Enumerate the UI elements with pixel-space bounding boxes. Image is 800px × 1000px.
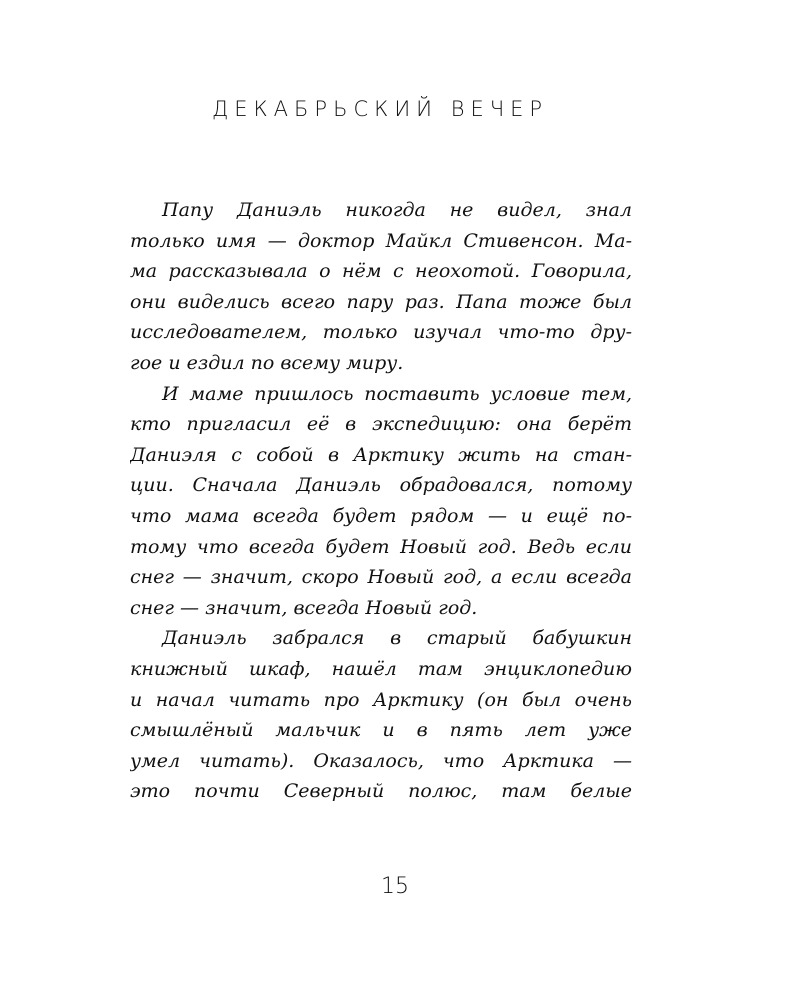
text-line: умел читать). Оказалось, что Арктика — [130, 749, 632, 772]
page-number: 15 [381, 874, 409, 899]
text-line: кто пригласил её в экспедицию: она берёт [130, 413, 632, 436]
text-line: ма рассказывала о нём с неохотой. Говорила, [130, 260, 632, 283]
text-line: и начал читать про Арктику (он был очень [130, 688, 632, 711]
text-line: снег — значит, всегда Новый год. [130, 596, 478, 619]
text-line: книжный шкаф, нашёл там энциклопедию [130, 657, 632, 680]
running-head: ДЕКАБРЬСКИЙ ВЕЧЕР [211, 97, 549, 121]
text-line: снег — значит, скоро Новый год, а если всегда [130, 566, 632, 589]
text-line: ции. Сначала Даниэль обрадовался, потому [130, 474, 632, 497]
text-line: только имя — доктор Майкл Стивенсон. Ма- [130, 229, 632, 252]
text-line: И маме пришлось поставить условие тем, [162, 382, 632, 405]
text-line: тому что всегда будет Новый год. Ведь если [130, 535, 632, 558]
text-line: Даниэль забрался в старый бабушкин [162, 627, 632, 650]
text-line: гое и ездил по всему миру. [130, 351, 404, 374]
text-line: Даниэля с собой в Арктику жить на стан- [130, 443, 632, 466]
text-line: исследователем, только изучал что-то дру- [130, 321, 632, 344]
text-line: что мама всегда будет рядом — и ещё по- [130, 504, 632, 527]
text-line: Папу Даниэль никогда не видел, знал [162, 199, 632, 221]
text-line: это почти Северный полюс, там белые [130, 780, 632, 803]
text-line: смышлёный мальчик и в пять лет уже [130, 719, 632, 742]
body-text [130, 195, 632, 807]
text-line: они виделись всего пару раз. Папа тоже был [130, 290, 632, 313]
